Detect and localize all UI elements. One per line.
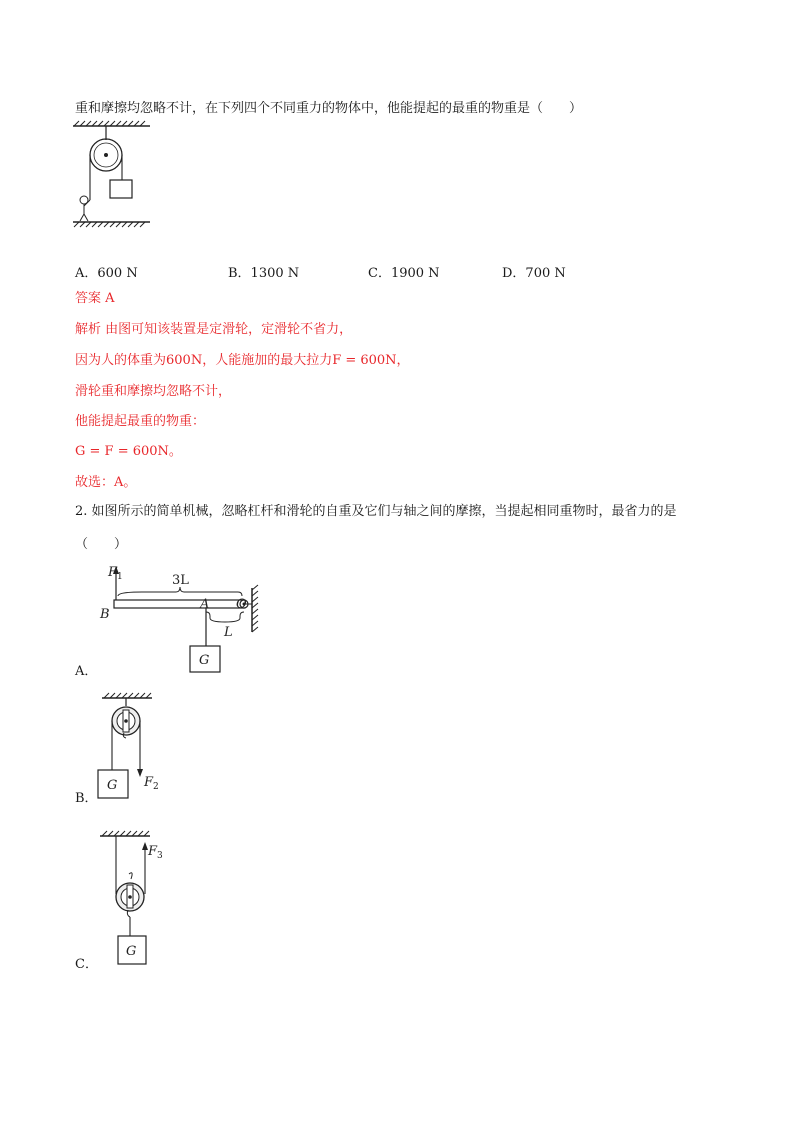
q1-option-a: A．600 N	[75, 266, 138, 281]
label-3l: 3L	[172, 573, 189, 588]
q2-option-a-label: A．	[75, 664, 98, 679]
brace-3l	[118, 587, 242, 596]
analysis-line-2: 因为人的体重为600N，人能施加的最大拉力F = 600N，	[75, 353, 410, 368]
figure-fixed-pulley-person	[70, 120, 160, 230]
question2-stem-line2: （ ）	[75, 537, 128, 552]
question1-stem: 重和摩擦均忽略不计，在下列四个不同重力的物体中，他能提起的最重的物重是（ ）	[75, 101, 583, 116]
lever-bar	[114, 600, 244, 608]
weight-g-c-label: G	[126, 944, 137, 959]
q2-option-c-label: C．	[75, 957, 98, 972]
label-a: A	[200, 597, 210, 612]
analysis-line-1: 解析 由图可知该装置是定滑轮，定滑轮不省力，	[75, 322, 353, 337]
f3-label: F	[148, 844, 158, 859]
analysis-line-4: 他能提起最重的物重：	[75, 414, 206, 429]
f1-label: F	[108, 565, 118, 580]
analysis-line-3: 滑轮重和摩擦均忽略不计，	[75, 384, 232, 399]
f2-label: F	[144, 775, 154, 790]
f1-subscript: 1	[117, 572, 123, 582]
label-l: L	[224, 625, 233, 640]
q1-option-d: D．700 N	[502, 266, 566, 281]
label-b: B	[100, 607, 110, 622]
analysis-line-6: 故选：A。	[75, 475, 137, 490]
answer-line: 答案 A	[75, 291, 115, 306]
figure-c-movable-pulley	[92, 824, 172, 972]
analysis-line-5: G = F = 600N。	[75, 444, 182, 459]
question2-stem-line1: 2. 如图所示的简单机械，忽略杠杆和滑轮的自重及它们与轴之间的摩擦，当提起相同重物时，最省力的是	[75, 504, 677, 519]
f3-subscript: 3	[157, 851, 163, 861]
q1-option-b: B．1300 N	[228, 266, 300, 281]
weight-g-a-label: G	[199, 653, 210, 668]
q2-option-b-label: B．	[75, 791, 98, 806]
f2-subscript: 2	[153, 782, 159, 792]
figure-b-fixed-pulley	[92, 688, 172, 803]
figure-a-lever	[92, 560, 272, 675]
weight-g-b-label: G	[107, 778, 118, 793]
q1-option-c: C．1900 N	[368, 266, 440, 281]
label-o: O	[236, 597, 247, 612]
brace-l	[206, 612, 244, 622]
